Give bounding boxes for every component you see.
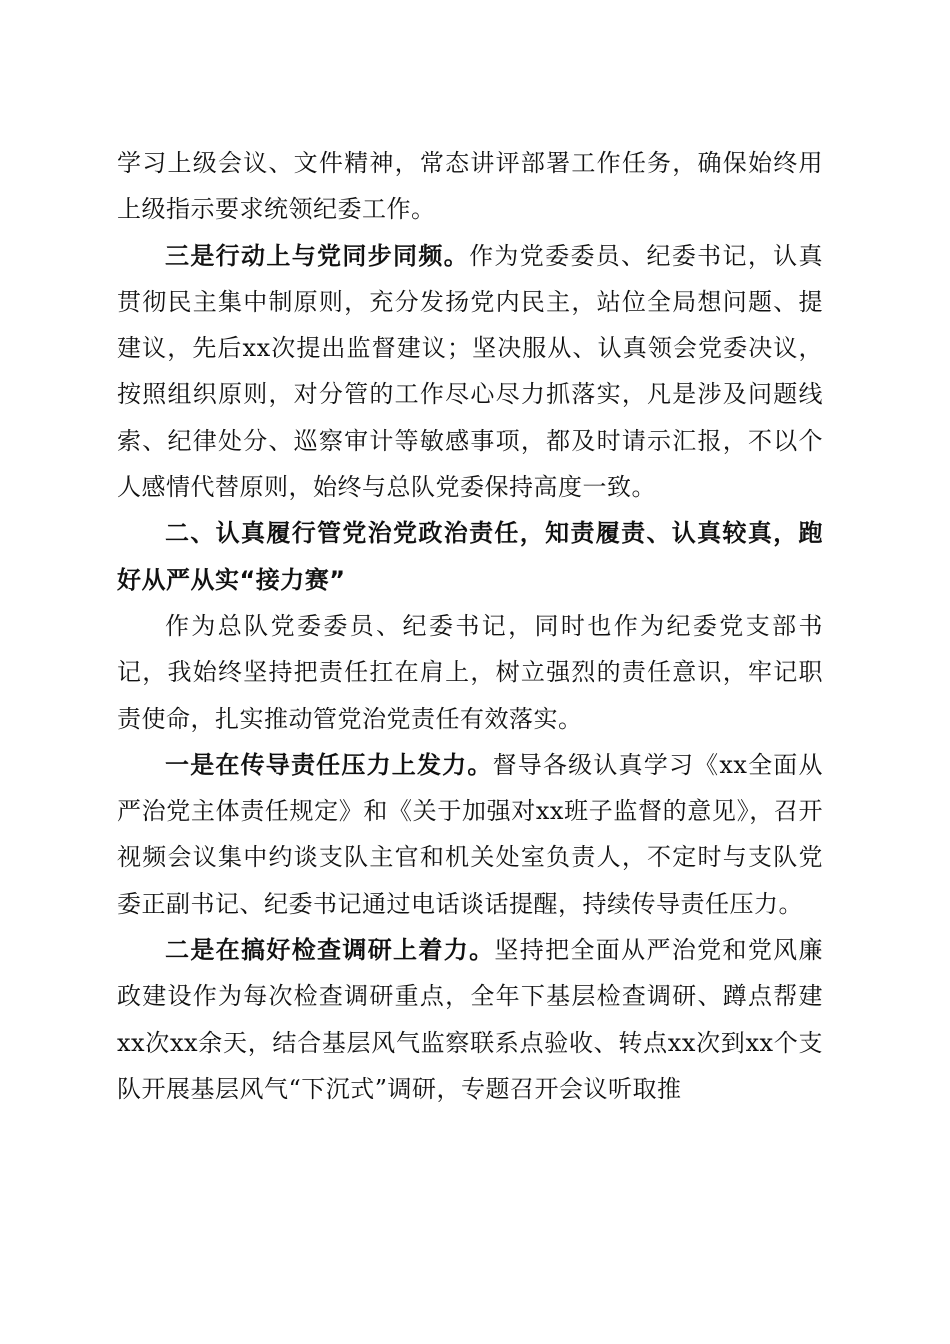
paragraph-lead: 二是在搞好检查调研上着力。 — [165, 936, 495, 965]
paragraph-text: 坚持把全面从严治党和党风廉政建设作为每次检查调研重点，全年下基层检查调研、蹲点帮建xx次xx余天，结合基层风气监察联系点验收、转点xx次到xx个支队开展基层风气“下沉式”调研，专题召开会议听取推 — [117, 936, 824, 1103]
paragraph-intro — [117, 603, 823, 742]
paragraph-point-one — [117, 742, 823, 927]
paragraph-text: 学习上级会议、文件精神，常态讲评部署工作任务，确保始终用上级指示要求统领纪委工作。 — [117, 149, 823, 224]
paragraph-lead: 一是在传导责任压力上发力。 — [165, 750, 493, 779]
paragraph-lead: 三是行动上与党同步同频。 — [165, 241, 470, 270]
paragraph-text: 作为总队党委委员、纪委书记，同时也作为纪委党支部书记，我始终坚持把责任扛在肩上，树立强烈的责任意识，牢记职责使命，扎实推动管党治党责任有效落实。 — [117, 611, 823, 733]
paragraph-text: 督导各级认真学习《xx全面从严治党主体责任规定》和《关于加强对xx班子监督的意见》，召开视频会议集中约谈支队主官和机关处室负责人，不定时与支队党委正副书记、纪委书记通过电话谈话提醒，持续传导责任压力。 — [117, 750, 823, 918]
document-page — [117, 140, 823, 1112]
paragraph-point-three — [117, 233, 823, 511]
section-heading: 二、认真履行管党治党政治责任，知责履责、认真较真，跑好从严从实“接力赛” — [117, 519, 823, 594]
paragraph-continuation — [117, 140, 823, 233]
paragraph-text: 作为党委委员、纪委书记，认真贯彻民主集中制原则，充分发扬党内民主，站位全局想问题、提建议，先后xx次提出监督建议；坚决服从、认真领会党委决议，按照组织原则，对分管的工作尽心尽力抓落实，凡是涉及问题线索、纪律处分、巡察审计等敏感事项，都及时请示汇报，不以个人感情代替原则，始终与总队党委保持高度一致。 — [117, 241, 824, 502]
paragraph-point-two — [117, 927, 823, 1112]
